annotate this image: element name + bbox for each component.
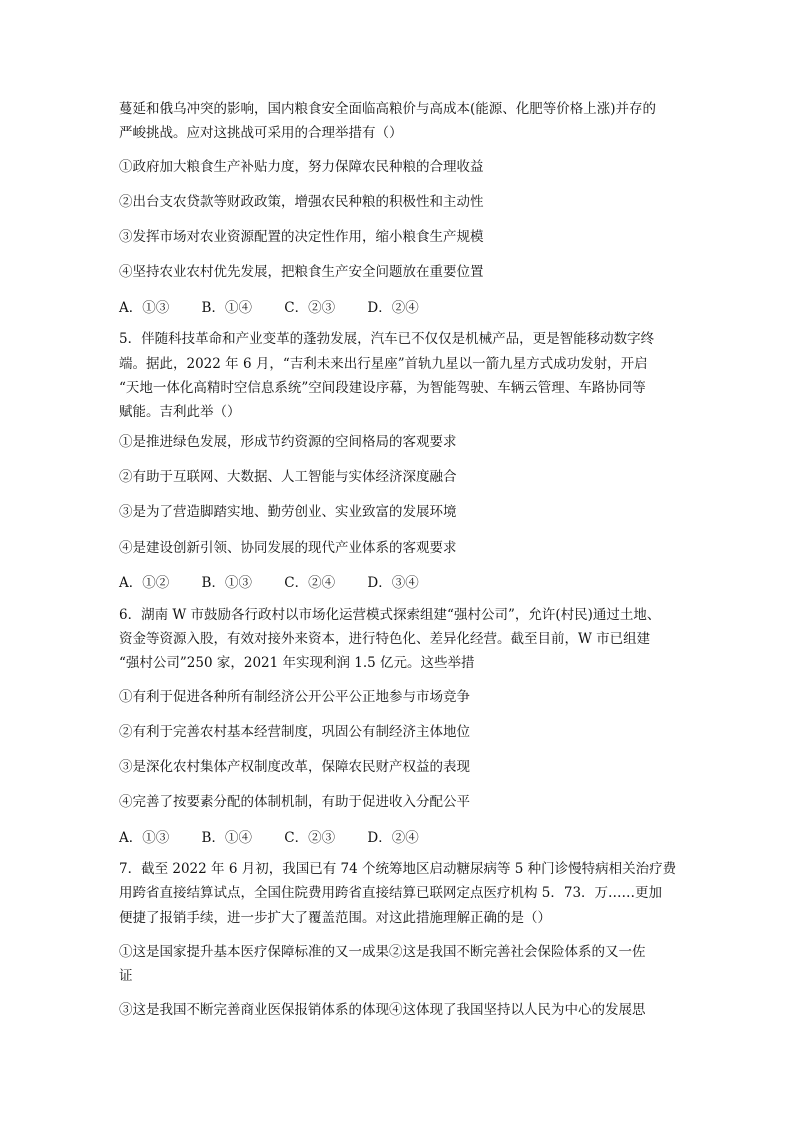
q4-options (119, 296, 419, 316)
q6-item-2: ②有利于完善农村基本经营制度，巩固公有制经济主体地位 (119, 724, 470, 740)
q6-item-3: ③是深化农村集体产权制度改革，保障农民财产权益的表现 (119, 759, 470, 775)
q4-option-b: B．①④ (201, 300, 252, 316)
q4-option-c: C．②③ (284, 300, 336, 316)
q5-stem-line-3: “天地一体化高精时空信息系统”空间段建设序幕，为智能驾驶、车辆云管理、车路协同等 (119, 380, 646, 396)
q4-stem-line-1: 蔓延和俄乌冲突的影响，国内粮食安全面临高粮价与高成本(能源、化肥等价格上涨)并存的 (119, 101, 657, 117)
q5-option-a: A．①② (119, 575, 170, 591)
q7-item-line-2: 证 (119, 968, 133, 984)
q5-option-c: C．②④ (284, 575, 336, 591)
q6-option-a: A．①③ (119, 830, 170, 846)
q6-option-d: D．②④ (367, 830, 419, 846)
q7-stem-line-3: 便捷了报销手续，进一步扩大了覆盖范围。对这此措施理解正确的是（） (119, 910, 551, 926)
q6-option-b: B．①④ (201, 830, 252, 846)
q7-item-line-3: ③这是我国不断完善商业医保报销体系的体现④这体现了我国坚持以人民为中心的发展思 (119, 1002, 646, 1018)
q4-item-1: ①政府加大粮食生产补贴力度，努力保障农民种粮的合理收益 (119, 159, 484, 175)
q6-item-1: ①有利于促进各种所有制经济公开公平公正地参与市场竞争 (119, 689, 470, 705)
q4-stem-line-2: 严峻挑战。应对这挑战可采用的合理举措有（） (119, 125, 403, 141)
q5-item-4: ④是建设创新引领、协同发展的现代产业体系的客观要求 (119, 540, 457, 556)
q5-option-b: B．①③ (201, 575, 252, 591)
q4-item-4: ④坚持农业农村优先发展，把粮食生产安全问题放在重要位置 (119, 264, 484, 280)
q4-option-a: A．①③ (119, 300, 170, 316)
q5-stem-line-2: 端。据此，2022 年 6 月，“吉利未来出行星座”首轨九星以一箭九星方式成功发射，开启 (119, 356, 648, 372)
q7-item-line-1: ①这是国家提升基本医疗保障标准的又一成果②这是我国不断完善社会保险体系的又一佐 (119, 944, 646, 960)
q6-item-4: ④完善了按要素分配的体制机制，有助于促进收入分配公平 (119, 794, 470, 810)
q5-stem-line-4: 赋能。吉利此举（） (119, 404, 241, 420)
q5-item-1: ①是推进绿色发展，形成节约资源的空间格局的客观要求 (119, 434, 457, 450)
q5-option-d: D．③④ (367, 575, 419, 591)
q6-option-c: C．②③ (284, 830, 336, 846)
q5-item-2: ②有助于互联网、大数据、人工智能与实体经济深度融合 (119, 469, 457, 485)
q4-option-d: D．②④ (367, 300, 419, 316)
q5-options (119, 571, 419, 591)
q4-item-3: ③发挥市场对农业资源配置的决定性作用，缩小粮食生产规模 (119, 229, 484, 245)
q7-stem-line-2: 用跨省直接结算试点，全国住院费用跨省直接结算已联网定点医疗机构 5．73．万……更加 (119, 885, 663, 901)
q6-stem-line-1: 6．湖南 W 市鼓励各行政村以市场化运营模式探索组建“强村公司”，允许(村民)通过土地、 (119, 607, 661, 623)
q5-stem-line-1: 5．伴随科技革命和产业变革的蓬勃发展，汽车已不仅仅是机械产品，更是智能移动数字终 (119, 331, 655, 347)
q4-item-2: ②出台支农贷款等财政政策，增强农民种粮的积极性和主动性 (119, 194, 484, 210)
q6-stem-line-2: 资金等资源入股，有效对接外来资本，进行特色化、差异化经营。截至目前，W 市已组建 (119, 631, 651, 647)
q6-options (119, 826, 419, 846)
q7-stem-line-1: 7．截至 2022 年 6 月初，我国已有 74 个统筹地区启动糖尿病等 5 种门诊慢特病相关治疗费 (119, 861, 677, 877)
q5-item-3: ③是为了营造脚踏实地、勤劳创业、实业致富的发展环境 (119, 504, 457, 520)
q6-stem-line-3: “强村公司”250 家，2021 年实现利润 1.5 亿元。这些举措 (119, 655, 475, 671)
